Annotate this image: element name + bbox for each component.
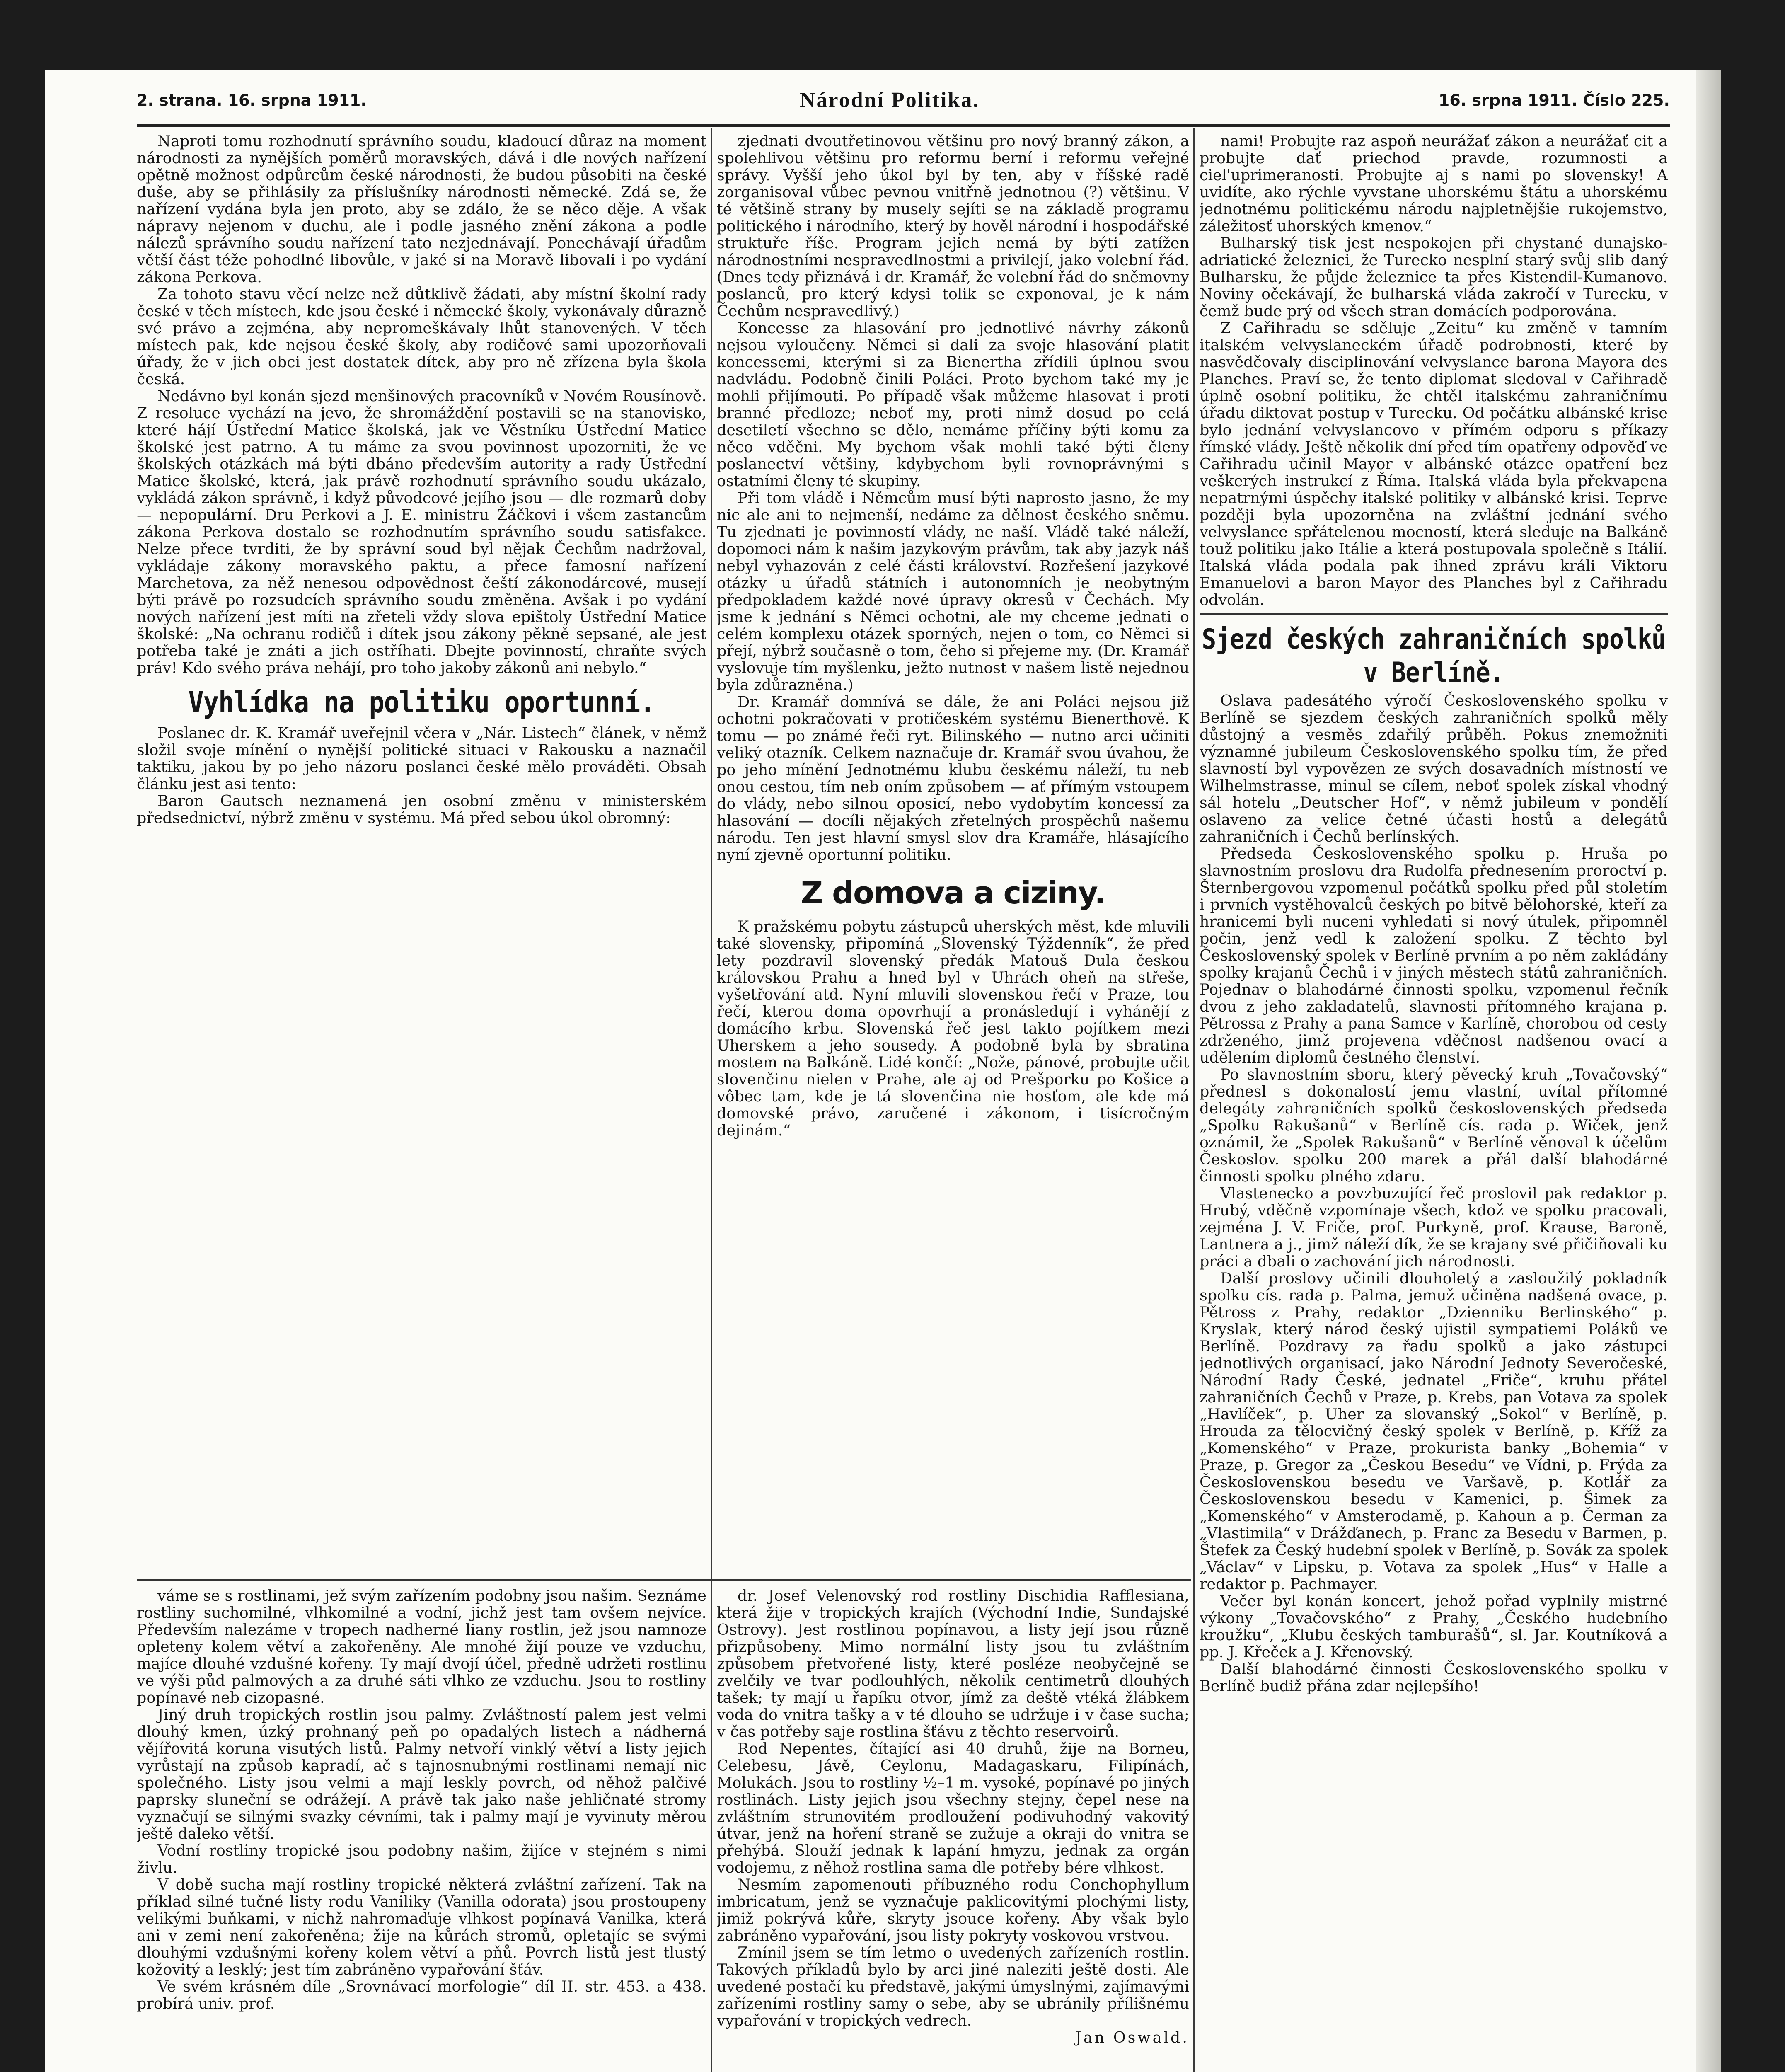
article-paragraph: Za tohoto stavu věcí nelze než důtklivě žádati, aby místní školní rady české v těch místech, kde jsou české i německé školy, vykonávaly důrazně své právo a zejména, aby nepromeškávaly lhůt stanovených. V těch místech pak, kde nejsou české školy, aby rodičové sami upozorňovali úřady, že v jich obci jest dostatek dítek, aby pro ně zřízena byla škola česká.: [137, 285, 706, 388]
article-paragraph: Vodní rostliny tropické jsou podobny našim, žijíce v stejném s nimi živlu.: [137, 1842, 706, 1876]
article-paragraph: Baron Gautsch neznamená jen osobní změnu v ministerském předsednictví, nýbrž změnu v systému. Má před sebou úkol obromný:: [137, 792, 706, 827]
article-paragraph: Koncesse za hlasování pro jednotlivé návrhy zákonů nejsou vyloučeny. Němci si dali za svoje hlasování platit koncessemi, kterými si za Bienertha zřídili úplnou svou nadvládu. Podobně činili Poláci. Proto bychom také my je mohli přijímouti. Po případě však můžeme hlasovat i proti branné předloze; neboť my, proti nimž dosud po celá desetiletí všechno se dělo, nemáme příčiny býti komu za něco vděčni. My bychom však mohli také býti členy poslanectví většiny, kdybychom byli rovnoprávnými s ostatními členy té skupiny.: [717, 319, 1189, 490]
article-paragraph: váme se s rostlinami, jež svým zařízením podobny jsou našim. Seznáme rostliny suchomilné, vlhkomilné a vodní, jichž jest tam ovšem nejvíce. Především nalezáme v tropech nadherné liany rostlin, jež jsou namnoze opleteny kolem větví a zakořeněny. Ale mnohé žijí pouze ve vzduchu, majíce dlouhé vzdušné kořeny. Ty mají dvojí účel, předně udržeti rostlinu ve výši půd palmových a za druhé sáti vlhko ze vzduchu. Jsou to rostliny popínavé neb cizopasné.: [137, 1587, 706, 1706]
article-paragraph: Oslava padesátého výročí Československého spolku v Berlíně se sjezdem českých zahraničních spolků měly důstojný a vesměs zdařilý průběh. Pokus znemožniti významné jubileum Československého spolku tím, že před slavností byl vypovězen ze svých dosavadních místností ve Wilhelmstrasse, minul se cílem, neboť spolek získal vhodný sál hotelu „Deutscher Hof“, v němž jubileum v pondělí oslaveno za velice četné účasti hostů a delegátů zahraničních i Čechů berlínských.: [1200, 692, 1668, 845]
feuilleton-middle: [717, 1587, 1189, 2072]
article-paragraph: Poslanec dr. K. Kramář uveřejnil včera v „Nár. Listech“ článek, v němž složil svoje mínění o nynější politické situaci v Rakousku a naznačil taktiku, jakou by po jeho názoru poslanci české mělo prováděti. Obsah článku jest asi tento:: [137, 724, 706, 793]
article-heading: Sjezd českých zahraničních spolků v Berlíně.: [1202, 622, 1666, 689]
article-paragraph: Zmínil jsem se tím letmo o uvedených zařízeních rostlin. Takových příkladů bylo by arci jiné naleziti ještě dosti. Ale uvedené postačí ku představě, jakými úmyslnými, zajímavými zařízeními rostliny samy o sebe, aby se ubránily přílišnému vypařování v tropických vedrech.: [717, 1944, 1189, 2029]
article-paragraph: Další blahodárné činnosti Československého spolku v Berlíně budiž přána zdar nejlepšího!: [1200, 1660, 1668, 1695]
feuilleton-rule: [137, 1579, 1191, 1581]
article-paragraph: Nesmím zapomenouti příbuzného rodu Conchophyllum imbricatum, jenž se vyznačuje paklicovitými plochými listy, jimiž pokrývá kůře, skryty jsouce kořeny. Aby však bylo zabráněno vypařování, jsou listy pokryty voskovou vrstvou.: [717, 1876, 1189, 1944]
column-rule-2: [1193, 128, 1195, 2072]
article-paragraph: Jiný druh tropických rostlin jsou palmy. Zvláštností palem jest velmi dlouhý kmen, úzký prohnaný peň po opadalých listech a nádherná vějířovitá koruna visutých listů. Palmy netvoří vinklý větví a listy jejich vyrůstají na způsob kapradí, ač s tajnosnubnými rostlinami nemají nic společného. Listy jsou velmi a mají leskly povrch, od něhož palčivé paprsky sluneční se odrážejí. A právě tak jako naše jehličnaté stromy vyznačují se silnými svazky cévními, tak i palmy mají je vyvinuty měrou ještě daleko větší.: [137, 1706, 706, 1842]
article-paragraph: Rod Nepentes, čítající asi 40 druhů, žije na Borneu, Celebesu, Jávě, Ceylonu, Madagaskaru, Filipínách, Molukách. Jsou to rostliny ½–1 m. vysoké, popínavé po jiných rostlinách. Listy jejich jsou všechny stejny, čepel nese na zvláštním strunovitém prodloužení podivuhodný vakovitý útvar, jenž na hoření straně se zužuje a okraji do vnitra se přehýbá. Slouží jednak k lapání hmyzu, jednak za orgán vodojemu, z něhož rostlina sama dle potřeby bére vlhkost.: [717, 1740, 1189, 1876]
article-paragraph: nami! Probujte raz aspoň neurážať zákon a neurážať cit a probujte dať priechod pravde, rozumnosti a ciel'uprimeranosti. Probujte aj s nami po slovensky! A uvidíte, ako rýchle vyvstane uhorskému štátu a uhorskému jednotnému politickému národu najpletnějšie rukojemstvo, záležitosť uhorských kmenov.“: [1200, 133, 1668, 235]
article-paragraph: dr. Josef Velenovský rod rostliny Dischidia Rafflesiana, která žije v tropických krajích (Východní Indie, Sundajské Ostrovy). Jest rostlinou popínavou, a listy její jsou různě přizpůsobeny. Mimo normální listy jsou tu zvláštním způsobem přetvořené listy, které posléze neobyčejně se zvelčily ve tvar podlouhlých, několik centimetrů dlouhých tašek; ty mají u řapíku otvor, jímž za deště vtéká žlábkem voda do vnitra tašky a v té dlouho se udržuje i v čase sucha; v čas potřeby saje rostlina šťávu z těchto reservoirů.: [717, 1587, 1189, 1740]
article-paragraph: Dr. Kramář domnívá se dále, že ani Poláci nejsou již ochotni pokračovati v protičeském systému Bienerthově. K tomu — po známé řeči ryt. Bilinského — nutno arci učiniti veliký otazník. Celkem naznačuje dr. Kramář svou úvahou, že po jeho mínění Jednotnému klubu českému náleží, tu neb onou cestou, tím neb oním způsobem — ať přímým vstoupem do vlády, nebo silnou oposicí, nebo vydobytím koncessí za hlasování — docíli nějakých zřetelných prospěchů našemu národu. Ten jest hlavní smysl slov dra Kramáře, hlásajícího nyní zjevně oportunní politiku.: [717, 693, 1189, 864]
article-paragraph: K pražskému pobytu zástupců uherských měst, kde mluvili také slovensky, připomíná „Slovenský Týždenník“, že před lety pozdravil slovenský předák Matouš Dula českou královskou Prahu a hned byl v Uhrách oheň na střeše, vyšetřování atd. Nyní mluvili slovenskou řečí v Praze, tou řečí, kterou doma opovrhují a pronásledují i vyhánějí z domácího krbu. Slovenská řeč jest takto pojítkem mezi Uherskem a jeho sousedy. A podobně byla by sbratina mostem na Balkáně. Lidé končí: „Nože, pánové, probujte učit slovenčinu nielen v Prahe, ale aj od Prešporku po Košice a vôbec tam, kde je tá slovenčina nie hosťom, ale kde má domovské právo, zaručené i zákonom, i tisícročným dejinám.“: [717, 917, 1189, 1139]
article-paragraph: Nedávno byl konán sjezd menšinových pracovníků v Novém Rousínově. Z resoluce vychází na jevo, že shromáždění postavili se na stanovisko, které hájí Ústřední Matice školská, jak ve Věstníku Ústřední Matice školské jest patrno. A tu máme za svou povinnost upozorniti, že ve školských otázkách má býti dbáno především autority a rady Ústřední Matice školské, která, jak právě rozhodnutí správního soudu ukázalo, vykládá zákon správně, i když původcové jejího jsou — dle rozmarů doby — nepopulární. Dru Perkovi a J. E. ministru Žáčkovi i všem zastancům zákona Perkova dostalo se rozhodnutím správního soudu satisfakce. Nelze přece tvrditi, že by správní soud byl nějak Čechům nadržoval, vykládaje zákony moravského paktu, a přece famosní nařízení Marchetova, za něž nenesou odpovědnost čeští zákonodárcové, musejí býti právě po rozsudcích správního soudu změněna. Avšak i po vydání nových nařízení jest míti na zřeteli vždy slova epištoly Ústřední Matice školské: „Na ochranu rodičů i dítek jsou zákony pěkně sepsané, ale jest potřeba také je znáti a jich ostříhati. Dbejte povinností, chraňte svých práv! Kdo svého práva nehájí, pro toho jakoby zákonů ani nebylo.“: [137, 387, 706, 677]
article-paragraph: zjednati dvoutřetinovou většinu pro nový branný zákon, a spolehlivou většinu pro reformu berní i reformu veřejné správy. Vyšší jeho úkol byl by ten, aby v říšské radě zorganisoval vůbec pevnou vnitřně jednotnou (?) většinu. V té většině strany by musely sejíti se na základě programu politického i národního, který by hověl národní i hospodářské struktuře říše. Program jejich nemá by býti zatížen národnostními nespravedlnostmi a privilejí, jako volební řád. (Dnes tedy přiznává i dr. Kramář, že volební řád do sněmovny poslanců, pro který kdysi tolik se exponoval, je k nám Čechům nespravedlivý.): [717, 133, 1189, 320]
scan-edge: [1696, 70, 1721, 2072]
article-paragraph: Při tom vládě i Němcům musí býti naprosto jasno, že my nic ale ani to nejmenší, nedáme za dělnost českého sněmu. Tu zjednati je povinností vlády, ne naší. Vládě také náleží, dopomoci nám k našim jazykovým právům, tak aby jazyk náš nebyl vyhazován z celé části království. Rozřešení jazykové otázky u úřadů státních i autonomních je neobytným předpokladem každé nové úpravy okresů v Čechách. My jsme k jednání s Němci ochotni, ale my chceme jednati o celém komplexu otázek sporných, nejen o tom, co Němci si přejí, nýbrž současně o tom, čeho si přejeme my. (Dr. Kramář vyslovuje tím myšlenku, ježto nutnost v našem listě nejednou byla zdůrazněna.): [717, 489, 1189, 694]
article-paragraph: Naproti tomu rozhodnutí správního soudu, kladoucí důraz na moment národnosti za nynějších poměrů moravských, dává i dle nových nařízení opětně možnost odpůrcům české národnosti, že budou působiti na české duše, aby se přihlásily za příslušníky národnosti německé. Zdá se, že nařízení vydána byla jen proto, aby se zdálo, že se něco děje. A však nápravy nejenom v duchu, ale i podle jasného znění zákona a podle nálezů správního soudu nařízení tato nezjednávají. Ponechávají úřadům větší část téže pohodlné libovůle, v jaké si na Moravě libovali i po vydání zákona Perkova.: [137, 133, 706, 286]
header-date-left: 2. strana. 16. srpna 1911.: [137, 91, 367, 109]
article-paragraph: Ve svém krásném díle „Srovnávací morfologie“ díl II. str. 453. a 438. probírá univ. prof.: [137, 1978, 706, 2012]
article-heading: Vyhlídka na politiku oportunní.: [188, 685, 655, 720]
feuilleton-left: [137, 1587, 706, 2072]
column-2: [717, 133, 1189, 1571]
page-header: [137, 79, 1670, 127]
article-paragraph: Z Cařihradu se sděluje „Zeitu“ ku změně v tamním italském velvyslaneckém úřadě podrobnosti, které by nasvědčovaly disciplinování velvyslance barona Mayora des Planches. Praví se, že tento diplomat sledoval v Cařihradě úplně osobní politiku, že chtěl italskému zahraničnímu úřadu diktovat postup v Turecku. Od počátku albánské krise bylo jednání velvyslancovo v přímém odporu s příkazy římské vlády. Ještě několik dní před tím opatřeny odpověď ve Cařihradu učinil Mayor v albánské otázce opatření bez veškerých instrukcí z Říma. Italská vláda byla překvapena nepatrnými úspěchy italské politiky v albánské krisi. Teprve později byla upozorněna na zvláštní jednání svého velvyslance spřátelenou mocností, která sleduje na Balkáně touž politiku jako Itálie a která postupovala společně s Itálií. Italská vláda podala pak ihned zprávu králi Viktoru Emanuelovi a baron Mayor des Planches byl z Cařihradu odvolán.: [1200, 319, 1668, 609]
column-3: [1200, 133, 1668, 2072]
article-divider: [1200, 613, 1668, 615]
column-rule-1: [711, 128, 712, 2072]
article-paragraph: Bulharský tisk jest nespokojen při chystané dunajsko-adriatické železnici, že Turecko nesplní starý svůj slib daný Bulharsku, že půjde železnice ta přes Kistendil-Kumanovo. Noviny očekávají, že bulharská vláda zakročí v Turecku, v čemž bude prý od všech stran domácích podporována.: [1200, 234, 1668, 320]
masthead-title: Národní Politika.: [800, 88, 980, 112]
article-paragraph: Další proslovy učinili dlouholetý a zasloužilý pokladník spolku cís. rada p. Palma, jemuž učiněna nadšená ovace, p. Pětross z Prahy, redaktor „Dzienniku Berlinského“ p. Kryslak, který národ český ujistil sympatiemi Poláků ve Berlíně. Pozdravy za řadu spolků a jako zástupci jednotlivých organisací, jako Národní Jednoty Severočeské, Národní Rady České, jednatel „Friče“, kruhu přátel zahraničních Čechů v Praze, p. Krebs, pan Votava za spolek „Havlíček“, p. Uher za slovanský „Sokol“ v Berlíně, p. Hrouda za tělocvičný český spolek v Berlíně, p. Kříž za „Komenského“ v Praze, prokurista banky „Bohemia“ v Praze, p. Gregor za „Českou Besedu“ ve Vídni, p. Frýda za Československou besedu ve Varšavě, p. Kotlář za Československou besedu v Kamenici, p. Šimek za „Komenského“ v Amsterodamě, p. Kahoun a p. Čerman za „Vlastimila“ v Drážďanech, p. Franc za Besedu v Barmen, p. Štefek za Český hudební spolek v Berlíně, p. Sovák za spolek „Václav“ v Lipsku, p. Votava za spolek „Hus“ v Halle a redaktor p. Pachmayer.: [1200, 1269, 1668, 1593]
column-1: [137, 133, 706, 1571]
article-paragraph: Večer byl konán koncert, jehož pořad vyplnily mistrné výkony „Tovačovského“ z Prahy, „Českého hudebního kroužku“, „Klubu českých tamburašů“, sl. Jar. Koutníková a pp. J. Křeček a J. Křenovský.: [1200, 1592, 1668, 1661]
article-paragraph: V době sucha mají rostliny tropické některá zvláštní zařízení. Tak na příklad silné tučné listy rodu Vaniliky (Vanilla odorata) jsou prostoupeny velikými buňkami, v nichž nahromaďuje vlhkost popínavá Vanilka, která ani v zemi není zakořeněna; žije na kůrách stromů, opletajíc se svými dlouhými vzdušnými kořeny kolem větví a pňů. Povrch listů jest tlustý kožovitý a lesklý; jest tím zabráněno vypařování šťáv.: [137, 1876, 706, 1978]
header-date-right: 16. srpna 1911. Číslo 225.: [1438, 91, 1670, 109]
section-heading: Z domova a ciziny.: [801, 875, 1105, 911]
article-paragraph: Po slavnostním sboru, který pěvecký kruh „Tovačovský“ přednesl s dokonalostí jemu vlastní, uvítal přítomné delegáty zahraničních spolků československých předseda „Spolku Rakušanů“ v Berlíně cís. rada p. Wiček, jenž oznámil, že „Spolek Rakušanů“ v Berlíně věnoval k účelům Českoslov. spolku 200 marek a přál další blahodárné činnosti spolku plného zdaru.: [1200, 1065, 1668, 1185]
article-paragraph: Vlastenecko a povzbuzující řeč proslovil pak redaktor p. Hrubý, vděčně vzpomínaje všech, kdož ve spolku pracovali, zejména J. V. Friče, prof. Purkyně, prof. Krause, Baroně, Lantnera a j., jimž náleží dík, že se krajany své přičiňovali ku práci a dbali o zachování jich národnosti.: [1200, 1184, 1668, 1270]
article-paragraph: Předseda Československého spolku p. Hruša po slavnostním proslovu dra Rudolfa přednesením proroctví p. Šternbergovou vzpomenul počátků spolku před půl stoletím i prvních vystěhovalců českých po bitvě bělohorské, kteří za hranicemi byli nuceni vyhledati si nový útulek, připomněl počin, jenž vedl k založení spolku. Z těchto byl Československý spolek v Berlíně prvním a po něm zakládány spolky krajanů Čechů i v jiných městech států zahraničních. Pojednav o blahodárné činnosti spolku, vzpomenul řečník dvou z jeho zakladatelů, slavnosti přítomného krajana p. Pětrossa z Prahy a pana Samce v Karlíně, chorobou od cesty zdrženého, jimž projevena vděčnost nadšenou ovací a udělením diplomů čestného členství.: [1200, 845, 1668, 1066]
author-signature: Jan Oswald.: [1075, 2028, 1189, 2046]
